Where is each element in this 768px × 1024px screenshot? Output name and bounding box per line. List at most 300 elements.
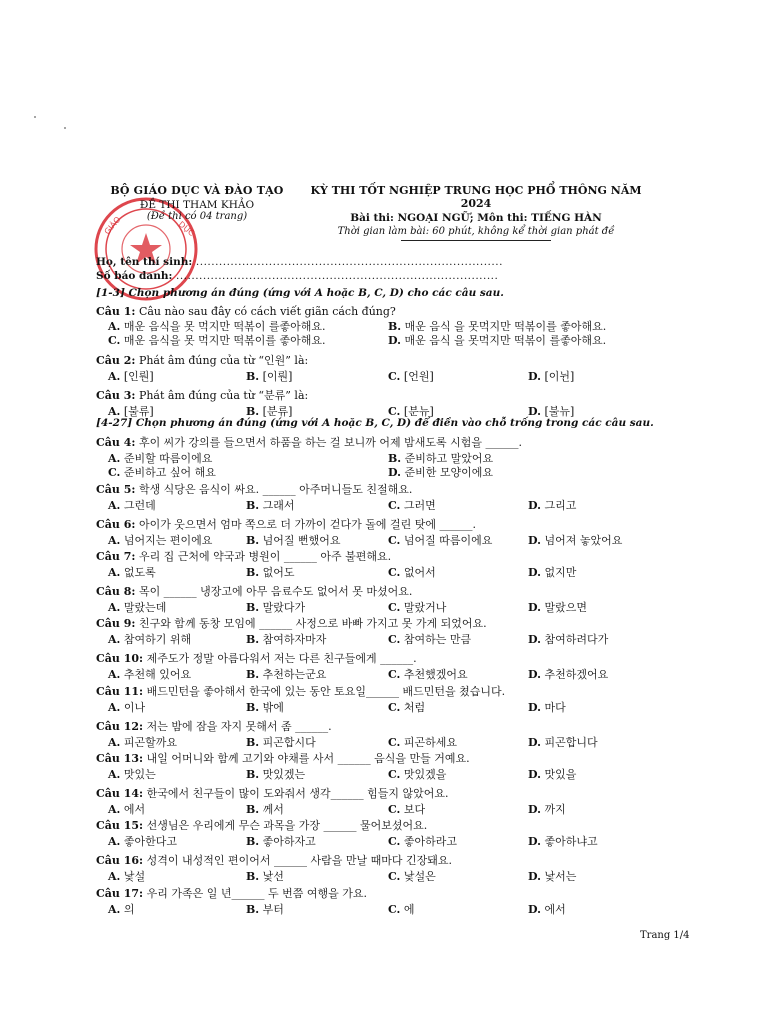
question-number: Câu 8: <box>96 585 136 598</box>
option-b <box>246 766 305 782</box>
option-letter: A. <box>108 405 121 418</box>
option-text: 추천해 있어요 <box>123 668 192 681</box>
option-a <box>108 564 156 580</box>
option-text: 없어도 <box>262 566 295 579</box>
option-text: 맛있겠을 <box>403 768 447 781</box>
option-c <box>388 801 425 817</box>
question-number: Câu 7: <box>96 550 136 563</box>
scan-speck <box>64 127 66 129</box>
option-letter: B. <box>388 452 402 465</box>
question-text: 우리 가족은 일 년______ 두 번쯤 여행을 가요. <box>146 887 367 900</box>
question-text: 후이 씨가 강의를 들으면서 하품을 하는 걸 보니까 어제 밤새도록 시험을 ______. <box>138 436 523 449</box>
option-letter: C. <box>388 633 401 646</box>
option-b <box>246 564 295 580</box>
options-row <box>96 368 656 382</box>
option-a <box>108 666 191 682</box>
question-stem <box>96 750 656 766</box>
question-text: 선생님은 우리에게 무슨 과목을 가장 ______ 물어보셨어요. <box>146 819 428 832</box>
question-10 <box>96 650 656 680</box>
option-text: 부터 <box>262 903 284 916</box>
question-number: Câu 10: <box>96 652 144 665</box>
question-12 <box>96 718 656 748</box>
option-a <box>108 766 156 782</box>
option-c <box>388 532 492 548</box>
option-letter: A. <box>108 633 121 646</box>
option-d <box>528 564 576 580</box>
option-a <box>108 901 135 917</box>
option-letter: D. <box>528 870 541 883</box>
options-row <box>96 901 656 915</box>
option-c <box>388 868 436 884</box>
option-letter: D. <box>528 499 541 512</box>
option-text: 처럼 <box>403 701 426 714</box>
option-letter: D. <box>528 803 541 816</box>
option-text: 없지만 <box>544 566 577 579</box>
question-stem <box>96 650 656 666</box>
option-text: 이나 <box>123 701 146 714</box>
options-row <box>96 318 656 332</box>
candidate-id-line <box>96 270 498 282</box>
option-letter: D. <box>528 405 541 418</box>
option-c <box>388 766 446 782</box>
question-text: 아이가 웃으면서 엄마 쪽으로 더 가까이 걷다가 돌에 걸린 탓에 ______. <box>138 518 477 531</box>
options-row <box>96 464 656 478</box>
question-number: Câu 6: <box>96 518 136 531</box>
scan-speck <box>34 116 36 118</box>
option-letter: C. <box>388 405 401 418</box>
option-text: [인뤈] <box>123 370 154 383</box>
ministry-header <box>102 184 292 222</box>
options-row <box>96 497 656 511</box>
option-text: 그래서 <box>262 499 295 512</box>
candidate-id-label: Số báo danh: <box>96 270 173 282</box>
question-stem <box>96 683 656 699</box>
question-text: Phát âm đúng của từ “분류” là: <box>138 389 309 402</box>
option-letter: B. <box>246 601 260 614</box>
question-9 <box>96 615 656 645</box>
option-d <box>528 766 576 782</box>
question-stem <box>96 785 656 801</box>
options-row <box>96 450 656 464</box>
option-c <box>388 403 434 419</box>
option-letter: B. <box>388 320 402 333</box>
question-number: Câu 9: <box>96 617 136 630</box>
section-heading: [4-27] Chọn phương án đúng (ứng với A hoặc B, C, D) để điền vào chỗ trống trong các câu sau. <box>96 417 654 429</box>
option-letter: B. <box>246 405 260 418</box>
option-letter: A. <box>108 903 121 916</box>
svg-text:DỤC: DỤC <box>176 219 196 238</box>
option-text: 좋아하냐고 <box>544 835 598 848</box>
option-text: 맛있는 <box>123 768 156 781</box>
option-b <box>246 833 316 849</box>
option-text: 넘어지는 편이에요 <box>123 534 213 547</box>
option-text: 낯설은 <box>403 870 436 883</box>
option-text: [분류] <box>262 405 293 418</box>
header-rule <box>401 240 551 241</box>
question-number: Câu 15: <box>96 819 144 832</box>
option-letter: C. <box>388 870 401 883</box>
option-letter: D. <box>528 835 541 848</box>
option-letter: B. <box>246 768 260 781</box>
option-text: 좋아한다고 <box>123 835 178 848</box>
option-b <box>246 631 326 647</box>
option-letter: B. <box>246 633 260 646</box>
question-text: 한국에서 친구들이 많이 도와줘서 생각______ 힘들지 않았어요. <box>146 787 449 800</box>
option-letter: B. <box>246 870 260 883</box>
options-row <box>96 666 656 680</box>
option-a <box>108 403 154 419</box>
question-number: Câu 1: <box>96 305 136 318</box>
question-number: Câu 17: <box>96 887 144 900</box>
option-text: 매운 음식을 못 먹지만 떡볶이를 좋아해요. <box>123 334 326 347</box>
question-stem <box>96 305 656 318</box>
option-a <box>108 833 177 849</box>
option-letter: D. <box>528 701 541 714</box>
question-11 <box>96 683 656 713</box>
question-4 <box>96 434 656 478</box>
options-row <box>96 564 656 578</box>
option-text: 피곤할까요 <box>123 736 178 749</box>
option-letter: A. <box>108 736 121 749</box>
option-b <box>246 666 326 682</box>
option-c <box>108 464 216 480</box>
option-letter: C. <box>388 768 401 781</box>
option-text: 준비할 따름이에요 <box>123 452 213 465</box>
option-letter: C. <box>108 334 121 347</box>
question-stem <box>96 434 656 450</box>
question-text: 우리 집 근처에 약국과 병원이 ______ 아주 불편해요. <box>138 550 392 563</box>
option-letter: D. <box>528 601 541 614</box>
question-6 <box>96 516 656 546</box>
option-c <box>388 497 436 513</box>
options-row <box>96 801 656 815</box>
option-text: 추천하겠어요 <box>544 668 609 681</box>
question-stem <box>96 548 656 564</box>
page-count-note: (Đề thi có 04 trang) <box>146 211 248 222</box>
question-stem <box>96 583 656 599</box>
option-text: [불류] <box>123 405 154 418</box>
candidate-id-dots: .................................................................................... <box>176 270 499 282</box>
option-c <box>388 564 436 580</box>
question-number: Câu 12: <box>96 720 144 733</box>
question-number: Câu 4: <box>96 436 136 449</box>
option-a <box>108 497 156 513</box>
option-d <box>388 332 606 348</box>
exam-time: Thời gian làm bài: 60 phút, không kể thời gian phát đề <box>337 226 615 237</box>
option-letter: A. <box>108 768 121 781</box>
option-text: 맛있을 <box>544 768 577 781</box>
option-letter: B. <box>246 534 260 547</box>
option-text: 준비한 모양이에요 <box>404 466 493 479</box>
option-d <box>528 734 598 750</box>
option-letter: D. <box>528 736 541 749</box>
option-letter: C. <box>388 534 401 547</box>
option-c <box>388 599 446 615</box>
option-a <box>108 699 145 715</box>
option-letter: D. <box>528 668 541 681</box>
option-text: 참여하자마자 <box>262 633 327 646</box>
option-letter: B. <box>246 803 260 816</box>
question-text: 제주도가 정말 아름다워서 저는 다른 친구들에게 ______. <box>146 652 417 665</box>
option-c <box>388 833 457 849</box>
option-letter: C. <box>388 835 401 848</box>
question-number: Câu 13: <box>96 752 144 765</box>
option-letter: B. <box>246 835 260 848</box>
option-text: 넘어질 따름이에요 <box>403 534 493 547</box>
candidate-name-dots: ................................................................................ <box>195 256 503 268</box>
option-b <box>246 403 292 419</box>
option-d <box>528 666 608 682</box>
option-letter: D. <box>528 633 541 646</box>
option-letter: C. <box>108 466 121 479</box>
option-text: 참여하려다가 <box>544 633 609 646</box>
option-letter: B. <box>246 566 260 579</box>
option-letter: B. <box>246 499 260 512</box>
option-letter: D. <box>528 534 541 547</box>
question-stem <box>96 387 656 403</box>
option-text: 피곤하세요 <box>403 736 458 749</box>
question-number: Câu 2: <box>96 354 136 367</box>
option-d <box>388 464 493 480</box>
option-a <box>108 734 177 750</box>
question-stem <box>96 817 656 833</box>
option-d <box>528 801 566 817</box>
option-c <box>388 368 434 384</box>
exam-header <box>300 184 652 241</box>
option-d <box>528 699 566 715</box>
option-letter: B. <box>246 668 260 681</box>
option-text: 추천하는군요 <box>262 668 327 681</box>
option-c <box>388 699 425 715</box>
question-stem <box>96 718 656 734</box>
option-text: 없도록 <box>123 566 156 579</box>
option-text: 의 <box>123 903 135 916</box>
option-c <box>388 631 471 647</box>
question-number: Câu 16: <box>96 854 144 867</box>
option-text: 밖에 <box>262 701 284 714</box>
option-text: 마다 <box>544 701 566 714</box>
option-text: 낯선 <box>262 870 284 883</box>
option-text: 피곤합시다 <box>262 736 316 749</box>
option-d <box>528 631 608 647</box>
option-d <box>528 403 574 419</box>
option-letter: A. <box>108 534 121 547</box>
exam-title: KỲ THI TỐT NGHIỆP TRUNG HỌC PHỔ THÔNG NĂM 2024 <box>310 184 642 210</box>
document-type: ĐỀ THI THAM KHẢO <box>139 199 255 211</box>
option-letter: A. <box>108 566 121 579</box>
option-text: [불뉴] <box>544 405 575 418</box>
option-c <box>108 332 326 348</box>
option-text: [분뉴] <box>403 405 434 418</box>
question-stem <box>96 352 656 368</box>
option-letter: A. <box>108 320 121 333</box>
question-2 <box>96 352 656 382</box>
question-text: 학생 식당은 음식이 싸요. ______ 아주머니들도 친절해요. <box>138 483 413 496</box>
option-a <box>108 532 212 548</box>
option-letter: D. <box>388 466 401 479</box>
option-b <box>246 699 284 715</box>
option-text: 추천했겠어요 <box>403 668 468 681</box>
question-number: Câu 3: <box>96 389 136 402</box>
options-row <box>96 599 656 613</box>
options-row <box>96 631 656 645</box>
option-letter: D. <box>528 370 541 383</box>
section-heading: [1-3] Chọn phương án đúng (ứng với A hoặc B, C, D) cho các câu sau. <box>96 287 504 299</box>
question-3 <box>96 387 656 417</box>
option-text: 에 <box>403 903 415 916</box>
option-letter: A. <box>108 701 121 714</box>
option-letter: A. <box>108 370 121 383</box>
options-row <box>96 833 656 847</box>
question-number: Câu 5: <box>96 483 136 496</box>
question-stem <box>96 516 656 532</box>
option-d <box>528 833 598 849</box>
option-text: 매운 음식 을 못먹지만 떡볶이 를좋아해요. <box>404 334 607 347</box>
option-text: [이뤈] <box>262 370 293 383</box>
option-d <box>528 497 576 513</box>
option-c <box>388 734 457 750</box>
option-letter: D. <box>528 768 541 781</box>
option-d <box>528 599 587 615</box>
option-text: 그런데 <box>123 499 156 512</box>
option-a <box>108 801 145 817</box>
option-text: 피곤합니다 <box>544 736 598 749</box>
option-d <box>528 901 566 917</box>
question-number: Câu 14: <box>96 787 144 800</box>
option-text: 말랐다가 <box>262 601 306 614</box>
option-text: 매운 음식을 못 먹지만 떡볶이 를좋아해요. <box>123 320 326 333</box>
ministry-name: BỘ GIÁO DỤC VÀ ĐÀO TẠO <box>110 184 284 197</box>
options-row <box>96 332 656 346</box>
svg-text:GIÁO: GIÁO <box>102 215 123 237</box>
option-letter: B. <box>246 370 260 383</box>
question-15 <box>96 817 656 847</box>
option-b <box>246 801 284 817</box>
option-text: 낯서는 <box>544 870 577 883</box>
option-text: 없어서 <box>403 566 436 579</box>
options-row <box>96 766 656 780</box>
candidate-name-line <box>96 256 503 268</box>
option-letter: C. <box>388 566 401 579</box>
question-8 <box>96 583 656 613</box>
option-c <box>388 666 468 682</box>
option-b <box>246 599 305 615</box>
option-b <box>246 734 316 750</box>
option-text: 께서 <box>262 803 284 816</box>
option-text: 보다 <box>403 803 426 816</box>
option-letter: B. <box>246 736 260 749</box>
option-letter: A. <box>108 803 121 816</box>
option-b <box>246 497 295 513</box>
option-d <box>528 868 576 884</box>
option-text: 그리고 <box>544 499 577 512</box>
options-row <box>96 532 656 546</box>
option-a <box>108 868 145 884</box>
option-text: 넘어질 뻔했어요 <box>262 534 341 547</box>
question-text: 저는 밤에 잠을 자지 못해서 좀 ______. <box>146 720 332 733</box>
option-text: 말랐으면 <box>544 601 587 614</box>
option-letter: A. <box>108 601 121 614</box>
option-text: 까지 <box>544 803 566 816</box>
option-letter: B. <box>246 701 260 714</box>
option-text: 말랐는데 <box>123 601 167 614</box>
option-letter: B. <box>246 903 260 916</box>
option-text: [언원] <box>403 370 434 383</box>
option-a <box>108 368 154 384</box>
option-letter: C. <box>388 499 401 512</box>
option-letter: C. <box>388 601 401 614</box>
question-14 <box>96 785 656 815</box>
option-letter: C. <box>388 803 401 816</box>
option-text: 맛있겠는 <box>262 768 306 781</box>
question-text: 배드민턴을 좋아해서 한국에 있는 동안 토요일______ 배드민턴을 쳤습니다. <box>146 685 506 698</box>
question-text: 친구와 함께 동창 모임에 ______ 사정으로 바빠 가지고 못 가게 되었어요. <box>138 617 487 630</box>
option-text: 참여하기 위해 <box>123 633 192 646</box>
exam-subject: Bài thi: NGOẠI NGỮ; Môn thi: TIẾNG HÀN <box>350 212 602 224</box>
option-text: 그러면 <box>403 499 436 512</box>
option-text: 낯설 <box>123 870 146 883</box>
option-letter: C. <box>388 370 401 383</box>
option-text: 좋아하자고 <box>262 835 316 848</box>
option-b <box>246 868 284 884</box>
options-row <box>96 699 656 713</box>
option-letter: C. <box>388 668 401 681</box>
question-number: Câu 11: <box>96 685 144 698</box>
option-letter: A. <box>108 499 121 512</box>
question-text: 내일 어머니와 함께 고기와 야채를 사서 ______ 음식을 만들 거예요. <box>146 752 470 765</box>
option-text: 준비하고 싶어 해요 <box>123 466 216 479</box>
question-stem <box>96 481 656 497</box>
option-a <box>108 599 166 615</box>
question-17 <box>96 885 656 915</box>
question-5 <box>96 481 656 511</box>
option-text: [이뉜] <box>544 370 575 383</box>
question-text: Phát âm đúng của từ “인원” là: <box>138 354 309 367</box>
question-text: Câu nào sau đây có cách viết giãn cách đúng? <box>138 305 396 318</box>
option-text: 넘어져 놓았어요 <box>544 534 623 547</box>
question-13 <box>96 750 656 780</box>
candidate-name-label: Họ, tên thí sinh: <box>96 256 193 268</box>
option-d <box>528 532 622 548</box>
options-row <box>96 734 656 748</box>
question-stem <box>96 615 656 631</box>
option-b <box>246 532 341 548</box>
option-text: 말랐거나 <box>403 601 447 614</box>
option-letter: D. <box>528 903 541 916</box>
question-stem <box>96 885 656 901</box>
question-text: 성격이 내성적인 편이어서 ______ 사람을 만날 때마다 긴장돼요. <box>146 854 452 867</box>
option-letter: A. <box>108 668 121 681</box>
option-text: 매운 음식 을 못먹지만 떡볶이를 좋아해요. <box>404 320 607 333</box>
option-letter: D. <box>528 566 541 579</box>
options-row <box>96 868 656 882</box>
option-b <box>246 901 284 917</box>
option-c <box>388 901 415 917</box>
option-letter: D. <box>388 334 401 347</box>
question-16 <box>96 852 656 882</box>
option-letter: A. <box>108 870 121 883</box>
option-a <box>108 631 191 647</box>
option-text: 참여하는 만큼 <box>403 633 472 646</box>
option-text: 좋아하라고 <box>403 835 458 848</box>
option-text: 준비하고 말았어요 <box>404 452 494 465</box>
option-text: 에서 <box>123 803 146 816</box>
option-text: 에서 <box>544 903 566 916</box>
question-text: 목이 ______ 냉장고에 아무 음료수도 없어서 못 마셨어요. <box>138 585 413 598</box>
option-b <box>246 368 292 384</box>
option-letter: C. <box>388 903 401 916</box>
option-letter: A. <box>108 452 121 465</box>
